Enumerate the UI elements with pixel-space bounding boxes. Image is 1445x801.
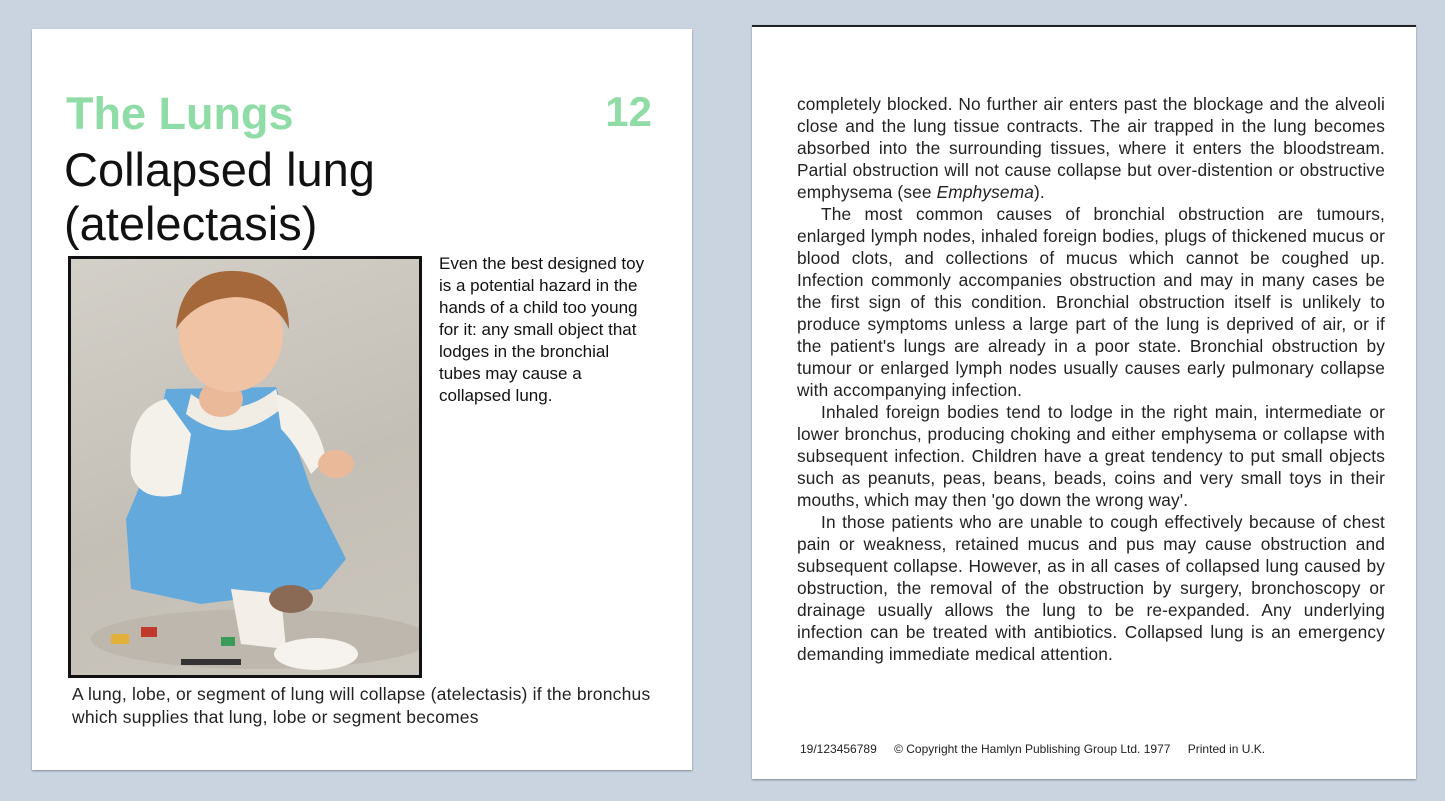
series-title: The Lungs <box>66 88 294 139</box>
back-body-text <box>797 93 1385 665</box>
back-paragraph-1 <box>797 93 1385 203</box>
back-paragraph-3: Inhaled foreign bodies tend to lodge in the right main, intermediate or lower bronchus, producing choking and either emphysema or collapse with subsequent infection. Children have a great tendency to put small objects such as peanuts, peas, beans, beads, coins and very small toys in their mouths, which may then 'go down the wrong way'. <box>797 402 1385 510</box>
back-paragraph-1-end: ). <box>1034 182 1045 202</box>
emphysema-reference: Emphysema <box>936 182 1035 202</box>
card-number: 12 <box>605 88 652 135</box>
card-title <box>64 143 484 251</box>
photo-caption: Even the best designed toy is a potential hazard in the hands of a child too young for it: any small object that lodges in the bronchial tubes may cause a collapsed lung. <box>439 254 645 405</box>
back-paragraph-1-text: completely blocked. No further air enters past the blockage and the alveoli close and the lung tissue contracts. The air trapped in the lung becomes absorbed into the surrounding tissues, where it enters the bloodstream. Partial obstruction will not cause collapse but over-distention or obstructive emphysema (see <box>797 94 1385 202</box>
footer-printed: Printed in U.K. <box>1187 742 1266 756</box>
front-body-text: A lung, lobe, or segment of lung will collapse (atelectasis) if the bronchus which supplies that lung, lobe or segment becomes <box>72 684 651 727</box>
card-front <box>32 29 692 770</box>
footer-copyright: © Copyright the Hamlyn Publishing Group Ltd. 1977 <box>894 742 1171 756</box>
copyright-footer <box>800 742 1279 756</box>
child-photo <box>68 256 422 678</box>
card-title-line2: (atelectasis) <box>64 197 318 250</box>
card-title-line1: Collapsed lung <box>64 143 375 196</box>
card-back <box>752 25 1416 779</box>
footer-code: 19/123456789 <box>800 742 877 756</box>
back-paragraph-2: The most common causes of bronchial obstruction are tumours, enlarged lymph nodes, inhaled foreign bodies, plugs of thickened mucus or blood clots, and collections of mucus which cannot be coughed up. Infection commonly accompanies obstruction and may in many cases be the first sign of this condition. Bronchial obstruction itself is unlikely to produce symptoms unless a large part of the lung is deprived of air, or if the patient's lungs are already in a poor state. Bronchial obstruction by tumour or enlarged lymph nodes usually causes early pulmonary collapse with accompanying infection. <box>797 204 1385 400</box>
back-paragraph-4: In those patients who are unable to cough effectively because of chest pain or weakness, retained mucus and pus may cause obstruction and subsequent collapse. However, as in all cases of collapsed lung caused by obstruction, the removal of the obstruction by surgery, bronchoscopy or drainage usually allows the lung to be re-expanded. Any underlying infection can be treated with antibiotics. Collapsed lung is an emergency demanding immediate medical attention. <box>797 512 1385 664</box>
